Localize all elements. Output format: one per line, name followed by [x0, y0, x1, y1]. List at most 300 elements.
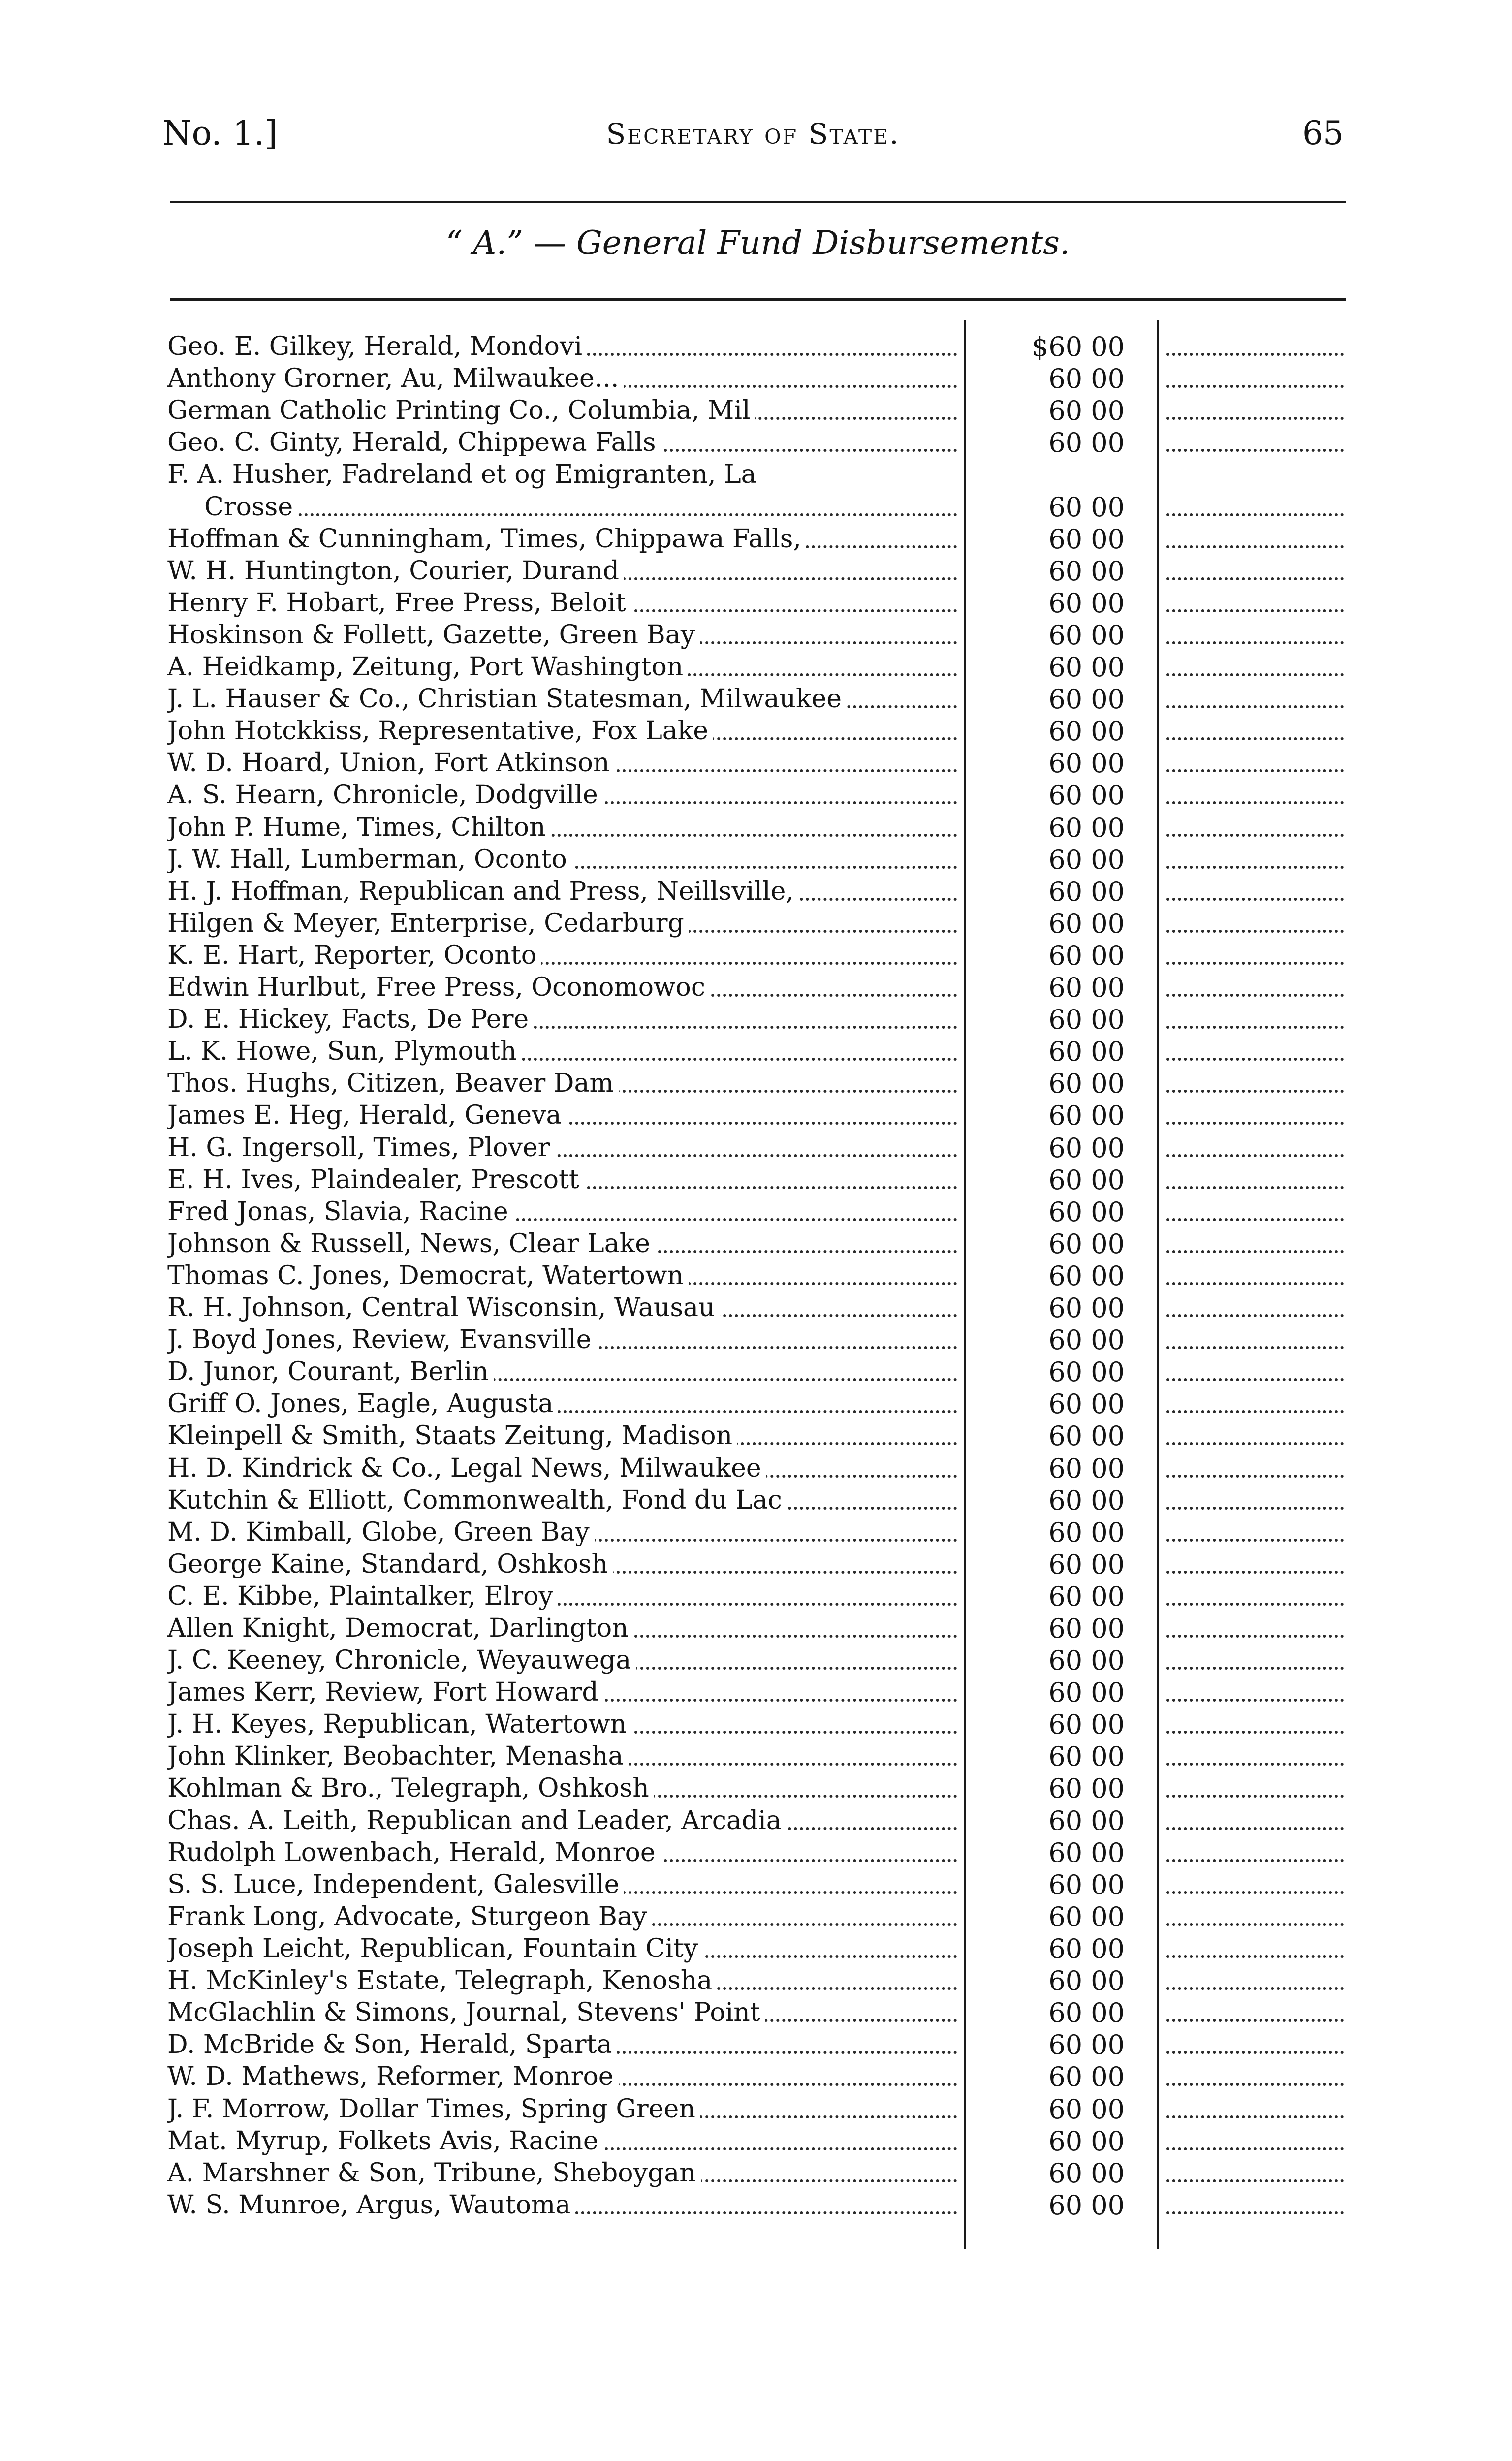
dot-leader [1166, 1314, 1344, 1317]
blank-column-leader [1166, 427, 1344, 459]
dot-leader [1166, 1603, 1344, 1606]
payee-cell [167, 1420, 957, 1452]
blank-column-leader [1166, 1997, 1344, 2029]
amount-cell: 60 00 [1048, 812, 1125, 843]
table-row [0, 1324, 1512, 1356]
table-row [0, 459, 1512, 491]
payee-name: Griff O. Jones, Eagle, Augusta [167, 1389, 558, 1419]
dot-leader [1166, 1571, 1344, 1574]
payee-cell [167, 812, 957, 844]
table-row [0, 1869, 1512, 1901]
table-row [0, 1580, 1512, 1612]
blank-column-leader [1166, 1548, 1344, 1580]
payee-cell [167, 427, 957, 459]
dot-leader [204, 513, 957, 516]
dot-leader [1166, 1282, 1344, 1285]
payee-cell [167, 2093, 957, 2125]
payee-name: Henry F. Hobart, Free Press, Beloit [167, 588, 631, 618]
table-row [0, 1837, 1512, 1869]
payee-name: C. E. Kibbe, Plaintalker, Elroy [167, 1581, 558, 1611]
amount-cell: 60 00 [1048, 1165, 1125, 1196]
dot-leader [1166, 1507, 1344, 1510]
table-row [0, 395, 1512, 427]
dot-leader [1166, 1987, 1344, 1990]
table-row [0, 651, 1512, 683]
amount-cell: 60 00 [1048, 620, 1125, 651]
table-row [0, 363, 1512, 395]
payee-name: J. H. Keyes, Republican, Watertown [167, 1709, 631, 1739]
amount-cell: 60 00 [1048, 716, 1125, 747]
dot-leader [1166, 1859, 1344, 1862]
dot-leader [1166, 898, 1344, 901]
blank-column-leader [1166, 1100, 1344, 1132]
payee-cell [167, 1612, 957, 1644]
payee-name: John P. Hume, Times, Chilton [167, 813, 551, 842]
payee-name: Rudolph Lowenbach, Herald, Monroe [167, 1838, 661, 1867]
table-row [0, 940, 1512, 972]
payee-cell [167, 1260, 957, 1292]
table-row [0, 2189, 1512, 2221]
table-row [0, 972, 1512, 1004]
table-row [0, 779, 1512, 811]
blank-column-leader [1166, 1612, 1344, 1644]
table-row [0, 876, 1512, 908]
amount-cell: 60 00 [1048, 908, 1125, 939]
table-row [0, 1772, 1512, 1804]
amount-cell: 60 00 [1048, 2094, 1125, 2125]
blank-column-leader [1166, 1676, 1344, 1708]
payee-cell [167, 1132, 957, 1164]
payee-name: Kutchin & Elliott, Commonwealth, Fond du Lac [167, 1485, 787, 1515]
payee-name: James E. Heg, Herald, Geneva [167, 1101, 567, 1130]
payee-name: George Kaine, Standard, Oshkosh [167, 1549, 613, 1579]
blank-column-leader [1166, 2029, 1344, 2061]
amount-cell: 60 00 [1048, 652, 1125, 683]
payee-cell [167, 1901, 957, 1933]
payee-cell [167, 395, 957, 427]
table-row [0, 908, 1512, 940]
blank-column-leader [1166, 747, 1344, 779]
payee-name: Thos. Hughs, Citizen, Beaver Dam [167, 1069, 619, 1098]
blank-column-leader [1166, 715, 1344, 747]
payee-name: R. H. Johnson, Central Wisconsin, Wausau [167, 1293, 720, 1323]
payee-name: John Klinker, Beobachter, Menasha [167, 1741, 629, 1771]
dot-leader [1166, 2179, 1344, 2182]
dot-leader [1166, 737, 1344, 740]
payee-name: Hoffman & Cunningham, Times, Chippawa Falls, [167, 524, 806, 554]
dot-leader [1166, 1827, 1344, 1830]
payee-cell [167, 876, 957, 908]
dot-leader [1166, 705, 1344, 708]
payee-name: W. D. Mathews, Reformer, Monroe [167, 2062, 619, 2091]
dot-leader [1166, 1090, 1344, 1093]
payee-name: A. Heidkamp, Zeitung, Port Washington [167, 652, 688, 682]
payee-cell [167, 1356, 957, 1388]
blank-column-leader [1166, 779, 1344, 811]
payee-cell [167, 1324, 957, 1356]
dot-leader [1166, 1795, 1344, 1798]
dot-leader [1166, 1699, 1344, 1702]
dot-leader [1166, 513, 1344, 516]
payee-name: A. Marshner & Son, Tribune, Sheboygan [167, 2158, 701, 2188]
table-row [0, 427, 1512, 459]
table-row [0, 1708, 1512, 1740]
table-row [0, 1292, 1512, 1324]
blank-column-leader [1166, 395, 1344, 427]
dot-leader [1166, 2019, 1344, 2022]
dot-leader [1166, 1442, 1344, 1445]
payee-name: A. S. Hearn, Chronicle, Dodgville [167, 780, 603, 810]
amount-cell: 60 00 [1048, 1741, 1125, 1772]
payee-cell [167, 1196, 957, 1228]
payee-name: Mat. Myrup, Folkets Avis, Racine [167, 2126, 603, 2156]
payee-name: J. Boyd Jones, Review, Evansville [167, 1325, 596, 1355]
table-row [0, 2061, 1512, 2093]
amount-cell: 60 00 [1048, 780, 1125, 811]
amount-cell: 60 00 [1048, 2029, 1125, 2060]
payee-name: Fred Jonas, Slavia, Racine [167, 1197, 513, 1227]
blank-column-leader [1166, 2093, 1344, 2125]
amount-cell: 60 00 [1048, 524, 1125, 555]
dot-leader [1166, 1731, 1344, 1734]
blank-column-leader [1166, 1228, 1344, 1260]
amount-cell: 60 00 [1048, 1197, 1125, 1228]
amount-cell: 60 00 [1048, 1357, 1125, 1388]
dot-leader [1166, 1346, 1344, 1349]
payee-cell [167, 2189, 957, 2221]
amount-cell: 60 00 [1048, 1388, 1125, 1420]
table-row [0, 1164, 1512, 1196]
amount-cell: 60 00 [1048, 1261, 1125, 1292]
table-row [0, 1516, 1512, 1548]
table-row [0, 1100, 1512, 1132]
blank-column-leader [1166, 619, 1344, 651]
payee-name: W. S. Munroe, Argus, Wautoma [167, 2190, 575, 2220]
amount-cell: 60 00 [1048, 1773, 1125, 1804]
payee-name: D. Junor, Courant, Berlin [167, 1357, 494, 1387]
payee-cell [167, 1036, 957, 1068]
payee-name: K. E. Hart, Reporter, Oconto [167, 941, 541, 970]
payee-cell [167, 1452, 957, 1484]
table-row [0, 619, 1512, 651]
amount-cell: 60 00 [1048, 1517, 1125, 1548]
table-row [0, 715, 1512, 747]
payee-cell [167, 651, 957, 683]
blank-column-leader [1166, 1068, 1344, 1100]
amount-cell: 60 00 [1048, 1004, 1125, 1035]
amount-cell: 60 00 [1048, 940, 1125, 971]
payee-cell [167, 1388, 957, 1420]
payee-cell [167, 587, 957, 619]
amount-cell: 60 00 [1048, 876, 1125, 907]
blank-column-leader [1166, 1708, 1344, 1740]
amount-cell: 60 00 [1048, 1965, 1125, 1996]
amount-cell: 60 00 [1048, 1549, 1125, 1580]
payee-name: D. McBride & Son, Herald, Sparta [167, 2030, 617, 2059]
payee-name: J. L. Hauser & Co., Christian Statesman, Milwaukee [167, 684, 847, 714]
dot-leader [1166, 2115, 1344, 2118]
blank-column-leader [1166, 363, 1344, 395]
table-row [0, 1997, 1512, 2029]
payee-cell [167, 1805, 957, 1837]
table-row [0, 1036, 1512, 1068]
amount-cell: 60 00 [1048, 1325, 1125, 1356]
payee-name: S. S. Luce, Independent, Galesville [167, 1870, 624, 1899]
payee-name: J. F. Morrow, Dollar Times, Spring Green [167, 2094, 700, 2124]
payee-name: L. K. Howe, Sun, Plymouth [167, 1037, 522, 1066]
table-row [0, 812, 1512, 844]
amount-cell: 60 00 [1048, 1613, 1125, 1644]
payee-name: Chas. A. Leith, Republican and Leader, Arcadia [167, 1806, 787, 1835]
payee-name: James Kerr, Review, Fort Howard [167, 1677, 603, 1707]
amount-cell: 60 00 [1048, 2158, 1125, 2189]
amount-cell: 60 00 [1048, 1805, 1125, 1836]
dot-leader [1166, 1154, 1344, 1157]
table-row [0, 1676, 1512, 1708]
table-row [0, 844, 1512, 876]
table-row [0, 331, 1512, 363]
dot-leader [1166, 1891, 1344, 1894]
amount-cell: 60 00 [1048, 363, 1125, 394]
payee-cell [167, 2125, 957, 2157]
dot-leader [1166, 1539, 1344, 1542]
dot-leader [1166, 1923, 1344, 1926]
table-row [0, 1068, 1512, 1100]
blank-column-leader [1166, 1837, 1344, 1869]
payee-cell [204, 491, 957, 523]
payee-cell [167, 1100, 957, 1132]
table-row [0, 1965, 1512, 1997]
table-row [0, 2125, 1512, 2157]
dot-leader [1166, 449, 1344, 452]
blank-column-leader [1166, 844, 1344, 876]
dot-leader [1166, 1378, 1344, 1381]
payee-name: Hilgen & Meyer, Enterprise, Cedarburg [167, 909, 689, 938]
blank-column-leader [1166, 1036, 1344, 1068]
payee-cell [167, 1004, 957, 1036]
payee-name: F. A. Husher, Fadreland et og Emigranten, La [167, 460, 761, 489]
payee-name: W. H. Huntington, Courier, Durand [167, 556, 624, 586]
payee-name: Thomas C. Jones, Democrat, Watertown [167, 1261, 689, 1291]
payee-cell [167, 523, 957, 555]
blank-column-leader [1166, 1484, 1344, 1516]
table-row [0, 1644, 1512, 1676]
amount-cell: 60 00 [1048, 1869, 1125, 1900]
payee-cell [167, 1164, 957, 1196]
table-row [0, 747, 1512, 779]
amount-cell: 60 00 [1048, 1837, 1125, 1868]
payee-cell [167, 619, 957, 651]
blank-column-leader [1166, 812, 1344, 844]
blank-column-leader [1166, 1292, 1344, 1324]
amount-cell: $60 00 [1032, 331, 1125, 362]
page-number: 65 [1302, 114, 1344, 152]
table-row [0, 1196, 1512, 1228]
payee-cell [167, 331, 957, 363]
payee-name: Allen Knight, Democrat, Darlington [167, 1613, 633, 1643]
dot-leader [1166, 1955, 1344, 1958]
table-row [0, 2029, 1512, 2061]
blank-column-leader [1166, 1164, 1344, 1196]
amount-cell: 60 00 [1048, 1901, 1125, 1932]
table-row [0, 1004, 1512, 1036]
payee-name: Joseph Leicht, Republican, Fountain City [167, 1934, 703, 1963]
dot-leader [1166, 1250, 1344, 1253]
payee-cell [167, 1708, 957, 1740]
amount-cell: 60 00 [1048, 1485, 1125, 1516]
dot-leader [1166, 2147, 1344, 2150]
payee-cell [167, 1068, 957, 1100]
table-row [0, 491, 1512, 523]
payee-name: Hoskinson & Follett, Gazette, Green Bay [167, 620, 700, 650]
table-row [0, 1484, 1512, 1516]
payee-cell [167, 1933, 957, 1965]
running-title: Secretary of State. [606, 117, 900, 151]
blank-column-leader [1166, 587, 1344, 619]
dot-leader [1166, 769, 1344, 772]
amount-cell: 60 00 [1048, 972, 1125, 1003]
dot-leader [1166, 2051, 1344, 2054]
blank-column-leader [1166, 1644, 1344, 1676]
table-row [0, 1452, 1512, 1484]
payee-name: Anthony Grorner, Au, Milwaukee... [167, 364, 624, 393]
blank-column-leader [1166, 940, 1344, 972]
table-row [0, 2157, 1512, 2189]
blank-column-leader [1166, 876, 1344, 908]
payee-cell [167, 2061, 957, 2093]
payee-cell [167, 683, 957, 715]
table-row [0, 1228, 1512, 1260]
payee-cell [167, 1869, 957, 1901]
payee-name: J. C. Keeney, Chronicle, Weyauwega [167, 1645, 636, 1675]
payee-name: John Hotckkiss, Representative, Fox Lake [167, 716, 713, 746]
dot-leader [1166, 1763, 1344, 1766]
document-number: No. 1.] [162, 114, 278, 153]
blank-column-leader [1166, 523, 1344, 555]
blank-column-leader [1166, 1260, 1344, 1292]
dot-leader [1166, 641, 1344, 644]
payee-cell [167, 1228, 957, 1260]
dot-leader [1166, 866, 1344, 869]
table-row [0, 1356, 1512, 1388]
payee-cell [167, 555, 957, 587]
dot-leader [1166, 417, 1344, 420]
amount-cell: 60 00 [1048, 427, 1125, 458]
payee-cell [167, 1837, 957, 1869]
payee-cell [167, 1740, 957, 1772]
dot-leader [1166, 1058, 1344, 1061]
payee-cell [167, 1676, 957, 1708]
blank-column-leader [1166, 1805, 1344, 1837]
dot-leader [1166, 801, 1344, 804]
blank-column-leader [1166, 331, 1344, 363]
blank-column-leader [1166, 1933, 1344, 1965]
dot-leader [1166, 1186, 1344, 1189]
table-row [0, 1612, 1512, 1644]
payee-name: H. G. Ingersoll, Times, Plover [167, 1133, 555, 1163]
payee-cell [167, 1548, 957, 1580]
payee-name: Kleinpell & Smith, Staats Zeitung, Madison [167, 1421, 737, 1451]
amount-cell: 60 00 [1048, 588, 1125, 619]
blank-column-leader [1166, 491, 1344, 523]
amount-cell: 60 00 [1048, 556, 1125, 587]
payee-cell [167, 1580, 957, 1612]
blank-column-leader [1166, 1740, 1344, 1772]
blank-column-leader [1166, 683, 1344, 715]
payee-name: H. D. Kindrick & Co., Legal News, Milwaukee [167, 1453, 766, 1483]
table-row [0, 1740, 1512, 1772]
dot-leader [1166, 962, 1344, 965]
payee-name: Johnson & Russell, News, Clear Lake [167, 1229, 655, 1259]
amount-cell: 60 00 [1048, 1581, 1125, 1612]
dot-leader [1166, 1122, 1344, 1125]
blank-column-leader [1166, 1901, 1344, 1933]
table-title: “ A.” — General Fund Disbursements. [445, 224, 1071, 262]
amount-cell: 60 00 [1048, 2190, 1125, 2221]
payee-cell [167, 844, 957, 876]
amount-cell: 60 00 [1048, 2061, 1125, 2092]
amount-cell: 60 00 [1048, 492, 1125, 523]
amount-cell: 60 00 [1048, 1293, 1125, 1324]
dot-leader [1166, 1410, 1344, 1413]
blank-column-leader [1166, 651, 1344, 683]
payee-cell [167, 459, 957, 491]
table-row [0, 587, 1512, 619]
table-row [0, 1260, 1512, 1292]
blank-column-leader [1166, 1452, 1344, 1484]
amount-cell: 60 00 [1048, 1036, 1125, 1067]
payee-cell [167, 363, 957, 395]
payee-cell [167, 908, 957, 940]
dot-leader [1166, 930, 1344, 933]
amount-cell: 60 00 [1048, 1709, 1125, 1740]
payee-name: McGlachlin & Simons, Journal, Stevens' Point [167, 1998, 765, 2027]
blank-column-leader [1166, 2061, 1344, 2093]
blank-column-leader [1166, 1965, 1344, 1997]
table-row [0, 1805, 1512, 1837]
amount-cell: 60 00 [1048, 1933, 1125, 1964]
amount-cell: 60 00 [1048, 1100, 1125, 1131]
payee-name: Frank Long, Advocate, Sturgeon Bay [167, 1902, 652, 1931]
table-row [0, 1388, 1512, 1420]
blank-column-leader [1166, 1388, 1344, 1420]
payee-name: Geo. C. Ginty, Herald, Chippewa Falls [167, 428, 661, 457]
table-row [0, 1548, 1512, 1580]
blank-column-leader [1166, 1132, 1344, 1164]
dot-leader [1166, 609, 1344, 612]
payee-name: Crosse [204, 492, 298, 522]
table-row [0, 2093, 1512, 2125]
table-row [0, 523, 1512, 555]
blank-column-leader [1166, 908, 1344, 940]
dot-leader [1166, 1635, 1344, 1638]
blank-column-leader [1166, 2125, 1344, 2157]
amount-cell: 60 00 [1048, 1453, 1125, 1484]
payee-cell [167, 779, 957, 811]
dot-leader [1166, 834, 1344, 837]
dot-leader [1166, 1475, 1344, 1478]
dot-leader [1166, 2083, 1344, 2086]
payee-cell [167, 1644, 957, 1676]
payee-name: W. D. Hoard, Union, Fort Atkinson [167, 748, 614, 778]
payee-cell [167, 1292, 957, 1324]
payee-cell [167, 747, 957, 779]
dot-leader [1166, 673, 1344, 676]
amount-cell: 60 00 [1048, 1068, 1125, 1099]
table-row [0, 1132, 1512, 1164]
blank-column-leader [1166, 555, 1344, 587]
payee-name: D. E. Hickey, Facts, De Pere [167, 1005, 534, 1034]
